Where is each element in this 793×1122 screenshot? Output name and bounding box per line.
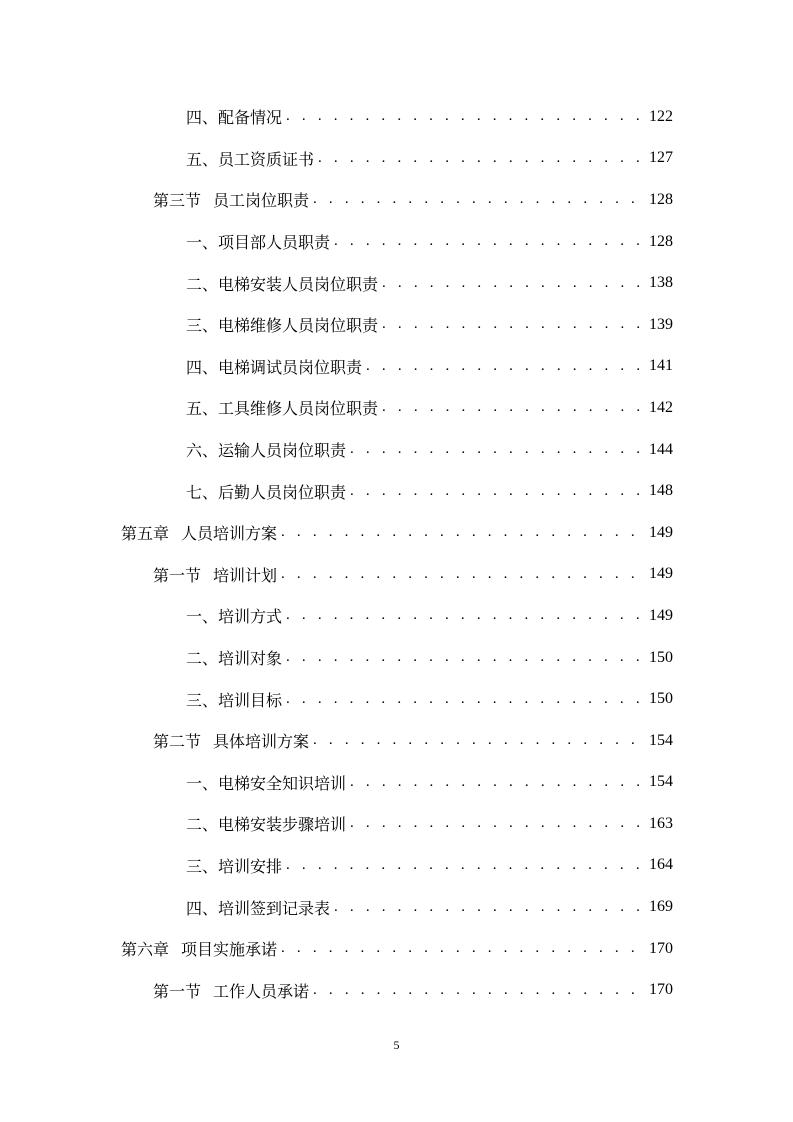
toc-entry-prefix: 一、 [186, 233, 219, 253]
toc-entry-page: 141 [649, 357, 673, 375]
toc-entry-label [153, 563, 277, 586]
toc-entry-label [186, 438, 346, 461]
toc-entry-page: 149 [649, 565, 673, 583]
toc-entry-page: 148 [649, 482, 673, 500]
toc-entry-page: 154 [649, 773, 673, 791]
toc-entry-label [186, 147, 314, 170]
toc-entry-title: 项目部人员职责 [218, 233, 331, 253]
toc-entry-prefix: 五、 [186, 399, 219, 419]
toc-entry-label [153, 979, 309, 1002]
toc-entry[interactable] [0, 637, 793, 679]
toc-entry-label [186, 396, 378, 419]
toc-entry-prefix: 一、 [186, 773, 219, 793]
toc-dot-leader [350, 774, 645, 791]
toc-entry-title: 工作人员承诺 [213, 981, 310, 1001]
toc-entry[interactable] [0, 346, 793, 388]
toc-entry-prefix: 三、 [186, 690, 219, 710]
toc-entry-label [186, 604, 282, 627]
toc-dot-leader [286, 649, 645, 666]
toc-entry-prefix: 第三节 [153, 191, 202, 211]
toc-dot-leader [286, 691, 645, 708]
toc-entry-page: 164 [649, 856, 673, 874]
toc-entry[interactable] [0, 928, 793, 970]
toc-entry[interactable] [0, 512, 793, 554]
toc-dot-leader [281, 524, 645, 541]
toc-entry[interactable] [0, 762, 793, 804]
toc-entry-title: 电梯维修人员岗位职责 [218, 316, 379, 336]
toc-entry[interactable] [0, 803, 793, 845]
toc-entry[interactable] [0, 470, 793, 512]
toc-entry-page: 142 [649, 398, 673, 416]
toc-entry-page: 139 [649, 315, 673, 333]
toc-entry-title: 后勤人员岗位职责 [218, 482, 347, 502]
toc-dot-leader [366, 358, 645, 375]
toc-entry-prefix: 第六章 [121, 940, 170, 960]
toc-entry-prefix: 四、 [186, 898, 219, 918]
toc-entry-title: 培训安排 [218, 856, 283, 876]
toc-entry-prefix: 第二节 [153, 732, 202, 752]
toc-dot-leader [382, 275, 645, 292]
page-number: 5 [393, 1038, 400, 1052]
toc-entry-prefix: 四、 [186, 108, 219, 128]
toc-entry-title: 具体培训方案 [213, 732, 310, 752]
toc-entry-title: 电梯调试员岗位职责 [218, 357, 363, 377]
toc-entry-label [186, 771, 346, 794]
toc-entry-label [186, 272, 378, 295]
toc-entry-prefix: 七、 [186, 482, 219, 502]
toc-dot-leader [350, 815, 645, 832]
toc-entry-page: 149 [649, 523, 673, 541]
toc-entry-page: 128 [649, 190, 673, 208]
toc-entry-title: 人员培训方案 [181, 524, 278, 544]
toc-dot-leader [286, 108, 645, 125]
toc-entry-title: 配备情况 [218, 108, 283, 128]
toc-entry-title: 运输人员岗位职责 [218, 441, 347, 461]
toc-entry[interactable] [0, 138, 793, 180]
toc-entry[interactable] [0, 262, 793, 304]
toc-entry-title: 培训签到记录表 [218, 898, 331, 918]
toc-entry-label [186, 313, 378, 336]
toc-entry-title: 电梯安装步骤培训 [218, 815, 347, 835]
toc-entry-label [186, 105, 282, 128]
toc-dot-leader [382, 316, 645, 333]
toc-entry-page: 170 [649, 981, 673, 999]
toc-entry-page: 122 [649, 107, 673, 125]
toc-entry-label [186, 896, 330, 919]
toc-entry-prefix: 二、 [186, 274, 219, 294]
toc-entry[interactable] [0, 179, 793, 221]
toc-entry-page: 154 [649, 731, 673, 749]
toc-entry-label [121, 937, 277, 960]
toc-entry-page: 149 [649, 606, 673, 624]
toc-entry-title: 工具维修人员岗位职责 [218, 399, 379, 419]
toc-entry[interactable] [0, 678, 793, 720]
toc-entry-title: 项目实施承诺 [181, 940, 278, 960]
toc-entry[interactable] [0, 886, 793, 928]
toc-entry-prefix: 六、 [186, 441, 219, 461]
toc-entry-label [186, 646, 282, 669]
toc-dot-leader [313, 191, 645, 208]
toc-entry[interactable] [0, 595, 793, 637]
toc-dot-leader [286, 607, 645, 624]
toc-entry-page: 128 [649, 232, 673, 250]
toc-entry-title: 电梯安装人员岗位职责 [218, 274, 379, 294]
toc-entry-prefix: 第一节 [153, 565, 202, 585]
table-of-contents [0, 96, 793, 1011]
toc-entry-title: 员工资质证书 [218, 149, 315, 169]
toc-entry-prefix: 五、 [186, 149, 219, 169]
toc-entry-label [186, 230, 330, 253]
toc-entry-page: 170 [649, 939, 673, 957]
toc-entry-prefix: 第一节 [153, 981, 202, 1001]
toc-entry-label [153, 729, 309, 752]
toc-entry[interactable] [0, 387, 793, 429]
toc-entry-page: 150 [649, 690, 673, 708]
toc-entry[interactable] [0, 96, 793, 138]
toc-entry-page: 150 [649, 648, 673, 666]
toc-dot-leader [350, 441, 645, 458]
toc-entry-prefix: 三、 [186, 316, 219, 336]
toc-entry-label [186, 854, 282, 877]
toc-dot-leader [313, 982, 645, 999]
toc-entry[interactable] [0, 429, 793, 471]
toc-entry-title: 培训计划 [213, 565, 278, 585]
toc-entry-page: 127 [649, 149, 673, 167]
toc-dot-leader [350, 483, 645, 500]
toc-entry[interactable] [0, 304, 793, 346]
toc-dot-leader [334, 899, 645, 916]
toc-entry-label [186, 355, 362, 378]
toc-entry-label [186, 480, 346, 503]
toc-dot-leader [286, 857, 645, 874]
toc-dot-leader [281, 566, 645, 583]
toc-entry-title: 培训方式 [218, 607, 283, 627]
toc-entry[interactable] [0, 845, 793, 887]
toc-entry[interactable] [0, 969, 793, 1011]
toc-dot-leader [313, 732, 645, 749]
toc-entry-title: 电梯安全知识培训 [218, 773, 347, 793]
toc-entry-prefix: 二、 [186, 815, 219, 835]
toc-dot-leader [334, 233, 645, 250]
toc-entry-page: 144 [649, 440, 673, 458]
toc-entry-prefix: 第五章 [121, 524, 170, 544]
toc-entry-label [153, 188, 309, 211]
toc-dot-leader [318, 150, 645, 167]
toc-entry-label [186, 812, 346, 835]
toc-entry-title: 培训对象 [218, 649, 283, 669]
toc-entry-page: 163 [649, 814, 673, 832]
toc-entry-prefix: 四、 [186, 357, 219, 377]
toc-entry-title: 员工岗位职责 [213, 191, 310, 211]
toc-entry[interactable] [0, 554, 793, 596]
toc-entry-label [121, 521, 277, 544]
toc-entry-page: 138 [649, 274, 673, 292]
toc-entry-title: 培训目标 [218, 690, 283, 710]
toc-entry[interactable] [0, 720, 793, 762]
toc-entry-page: 169 [649, 898, 673, 916]
toc-entry-prefix: 二、 [186, 649, 219, 669]
toc-entry-label [186, 688, 282, 711]
toc-entry[interactable] [0, 221, 793, 263]
toc-entry-prefix: 三、 [186, 856, 219, 876]
toc-dot-leader [382, 399, 645, 416]
toc-dot-leader [281, 940, 645, 957]
toc-entry-prefix: 一、 [186, 607, 219, 627]
